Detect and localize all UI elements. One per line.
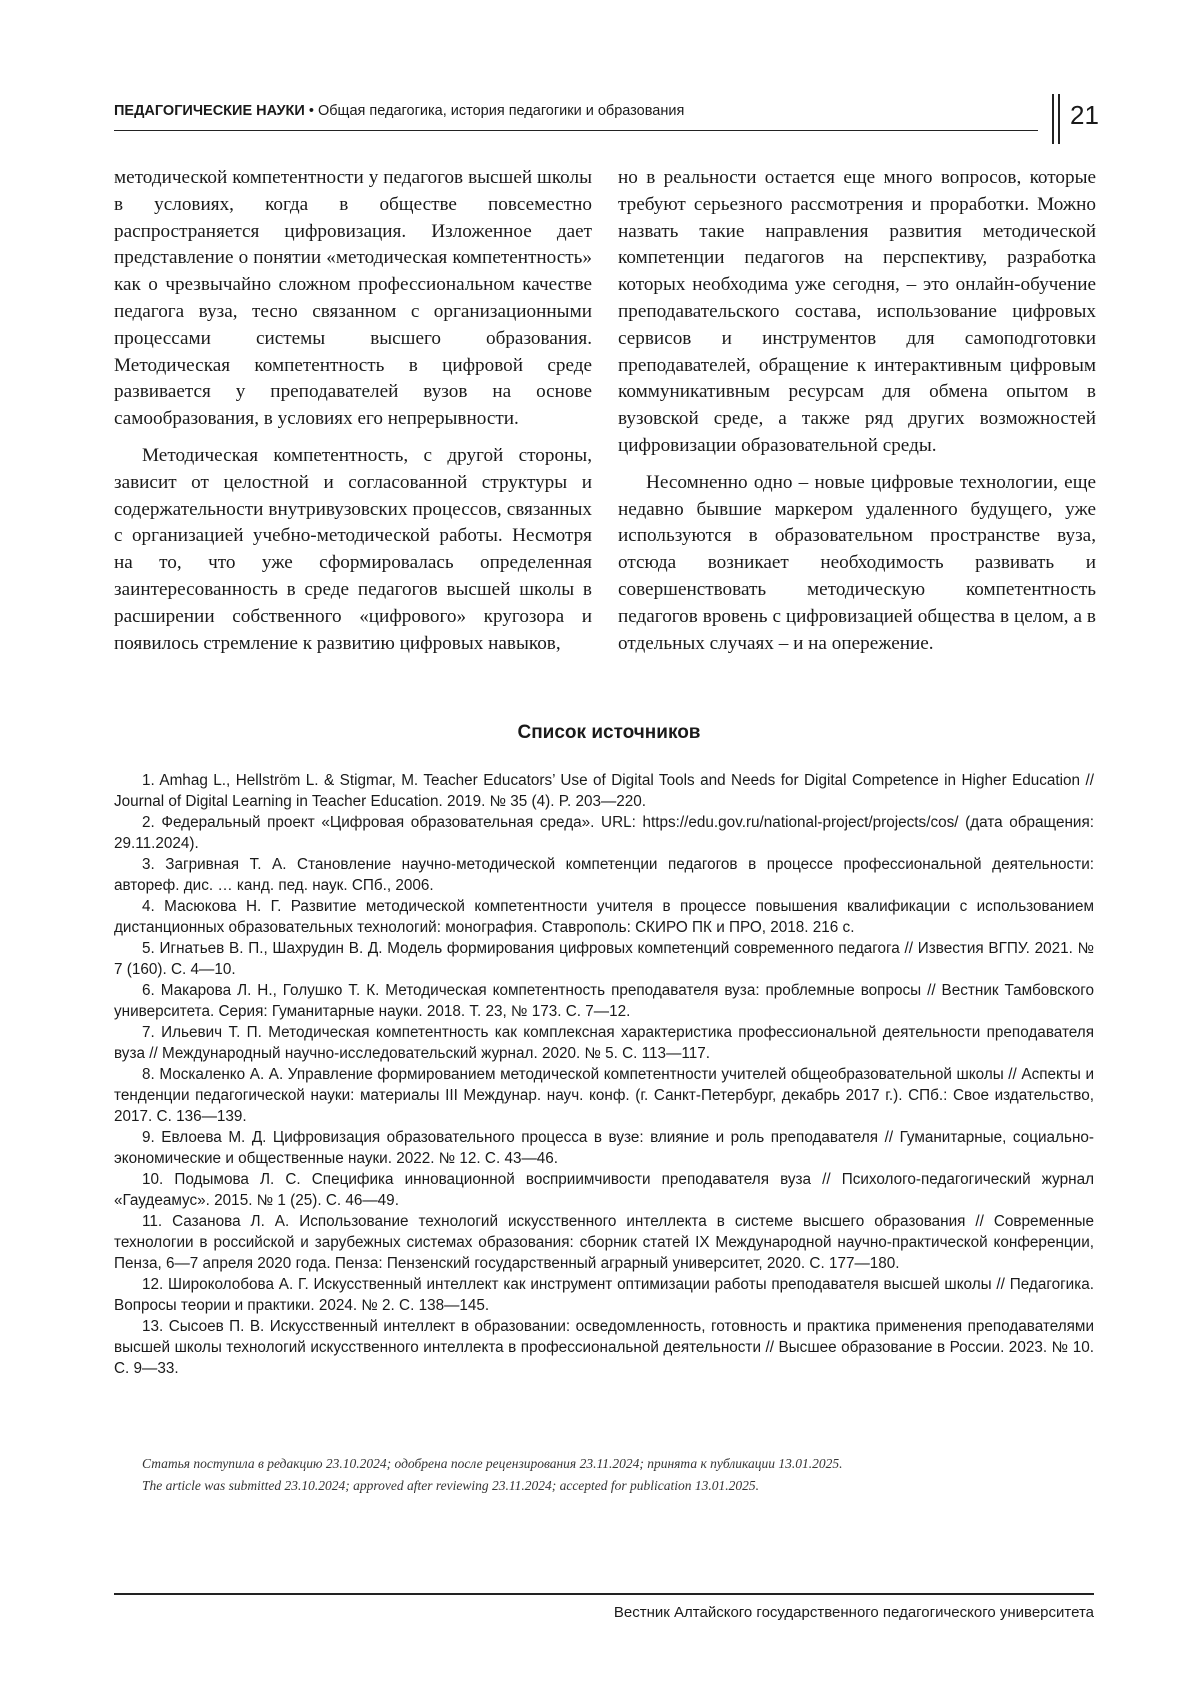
paragraph: методической компетентности у педагогов высшей школы в условиях, когда в обществе повсеместно распространяется цифровизация. Изложенное дает представление о понятии «методическая компетентность» как о чрезвычайно сложном профессиональном качестве педагога вуза, тесно связанном с организационными процессами системы высшего образования. Методическая компетентность в цифровой среде развивается у преподавателей вузов на основе самообразования, в условиях его непрерывности.	[114, 167, 592, 430]
reference-item: 5. Игнатьев В. П., Шахрудин В. Д. Модель формирования цифровых компетенций современного педагога // Известия ВГПУ. 2021. № 7 (160). С. 4—10.	[114, 940, 1094, 978]
reference-item: 7. Ильевич Т. П. Методическая компетентность как комплексная характеристика профессиональной деятельности преподавателя вуза // Международный научно-исследовательский журнал. 2020. № 5. С. 113—117.	[114, 1024, 1094, 1062]
reference-item: 2. Федеральный проект «Цифровая образовательная среда». URL: https://edu.gov.ru/national-project/projects/cos/ (дата обращения: 29.11.2024).	[114, 814, 1094, 852]
paragraph: но в реальности остается еще много вопросов, которые требуют серьезного рассмотрения и проработки. Можно назвать такие направления развития методической компетенции педагогов на перспективу, разработка которых необходима уже сегодня, – это онлайн-обучение преподавательского состава, использование цифровых сервисов и инструментов для самоподготовки преподавателей, обращение к интерактивным цифровым коммуникативным ресурсам для обмена опытом в вузовской среде, а также ряд других возможностей цифровизации образовательной среды.	[618, 167, 1096, 456]
section-name: ПЕДАГОГИЧЕСКИЕ НАУКИ	[114, 103, 305, 119]
page-number-bar	[1052, 94, 1054, 144]
reference-item: 11. Сазанова Л. А. Использование технологий искусственного интеллекта в системе высшего образования // Современные технологии в российской и зарубежных системах образования: сборник статей IX Международной научно-практической конференции, Пенза, 6—7 апреля 2020 года. Пенза: Пензенский государственный аграрный университет, 2020. С. 177—180.	[114, 1213, 1094, 1272]
references-title: Список источников	[517, 722, 701, 743]
reference-item: 6. Макарова Л. Н., Голушко Т. К. Методическая компетентность преподавателя вуза: проблемные вопросы // Вестник Тамбовского университета. Серия: Гуманитарные науки. 2018. Т. 23, № 173. С. 7—12.	[114, 982, 1094, 1020]
article-dates	[142, 1453, 1092, 1497]
dates-ru: Статья поступила в редакцию 23.10.2024; одобрена после рецензирования 23.11.2024; принята к публикации 13.01.2025.	[142, 1456, 843, 1471]
reference-item: 12. Широколобова А. Г. Искусственный интеллект как инструмент оптимизации работы преподавателя высшей школы // Педагогика. Вопросы теории и практики. 2024. № 2. С. 138—145.	[114, 1276, 1094, 1314]
dates-en: The article was submitted 23.10.2024; approved after reviewing 23.11.2024; accepted for publication 13.01.2025.	[142, 1478, 760, 1493]
body-column-left	[114, 165, 592, 657]
body-column-right	[618, 165, 1096, 657]
section-subtitle: • Общая педагогика, история педагогики и образования	[304, 103, 685, 119]
page-number: 21	[1070, 100, 1099, 130]
reference-item: 3. Загривная Т. А. Становление научно-методической компетенции педагогов в процессе профессиональной деятельности: автореф. дис. … канд. пед. наук. СПб., 2006.	[114, 856, 1094, 894]
reference-item: 10. Подымова Л. С. Специфика инновационной восприимчивости преподавателя вуза // Психолого-педагогический журнал «Гаудеамус». 2015. № 1 (25). С. 46—49.	[114, 1171, 1094, 1209]
paragraph: Несомненно одно – новые цифровые технологии, еще недавно бывшие маркером удаленного будущего, уже используются в образовательном пространстве вуза, отсюда возникает необходимость развивать и совершенствовать методическую компетентность педагогов вровень с цифровизацией общества в целом, а в отдельных случаях – и на опережение.	[618, 471, 1096, 654]
reference-item: 1. Amhag L., Hellström L. & Stigmar, M. Teacher Educators’ Use of Digital Tools and Needs for Digital Competence in Higher Education // Journal of Digital Learning in Teacher Education. 2019. № 35 (4). P. 203—220.	[114, 772, 1094, 810]
reference-item: 9. Евлоева М. Д. Цифровизация образовательного процесса в вузе: влияние и роль преподавателя // Гуманитарные, социально-экономические и общественные науки. 2022. № 12. С. 43—46.	[114, 1129, 1094, 1167]
running-header	[114, 97, 1038, 131]
reference-item: 4. Масюкова Н. Г. Развитие методической компетентности учителя в процессе повышения квалификации с использованием дистанционных образовательных технологий: монография. Ставрополь: СКИРО ПК и ПРО, 2018. 216 с.	[114, 898, 1094, 936]
page-number-bar	[1058, 94, 1060, 144]
footer-rule	[114, 1593, 1094, 1595]
references-list	[114, 770, 1094, 1379]
paragraph: Методическая компетентность, с другой стороны, зависит от целостной и согласованной структуры и содержательности внутривузовских процессов, связанных с организацией учебно-методической работы. Несмотря на то, что уже сформировалась определенная заинтересованность в среде педагогов высшей школы в расширении собственного «цифрового» кругозора и появилось стремление к развитию цифровых навыков,	[114, 444, 592, 654]
section-title	[114, 103, 684, 119]
journal-name: Вестник Алтайского государственного педагогического университета	[613, 1604, 1094, 1621]
header-rule	[114, 130, 1038, 131]
reference-item: 13. Сысоев П. В. Искусственный интеллект в образовании: осведомленность, готовность и практика применения преподавателями высшей школы технологий искусственного интеллекта в профессиональной деятельности // Высшее образование в России. 2023. № 10. С. 9—33.	[114, 1318, 1094, 1377]
reference-item: 8. Москаленко А. А. Управление формированием методической компетентности учителей общеобразовательной школы // Аспекты и тенденции педагогической науки: материалы III Междунар. науч. конф. (г. Санкт-Петербург, декабрь 2017 г.). СПб.: Свое издательство, 2017. С. 136—139.	[114, 1066, 1094, 1125]
